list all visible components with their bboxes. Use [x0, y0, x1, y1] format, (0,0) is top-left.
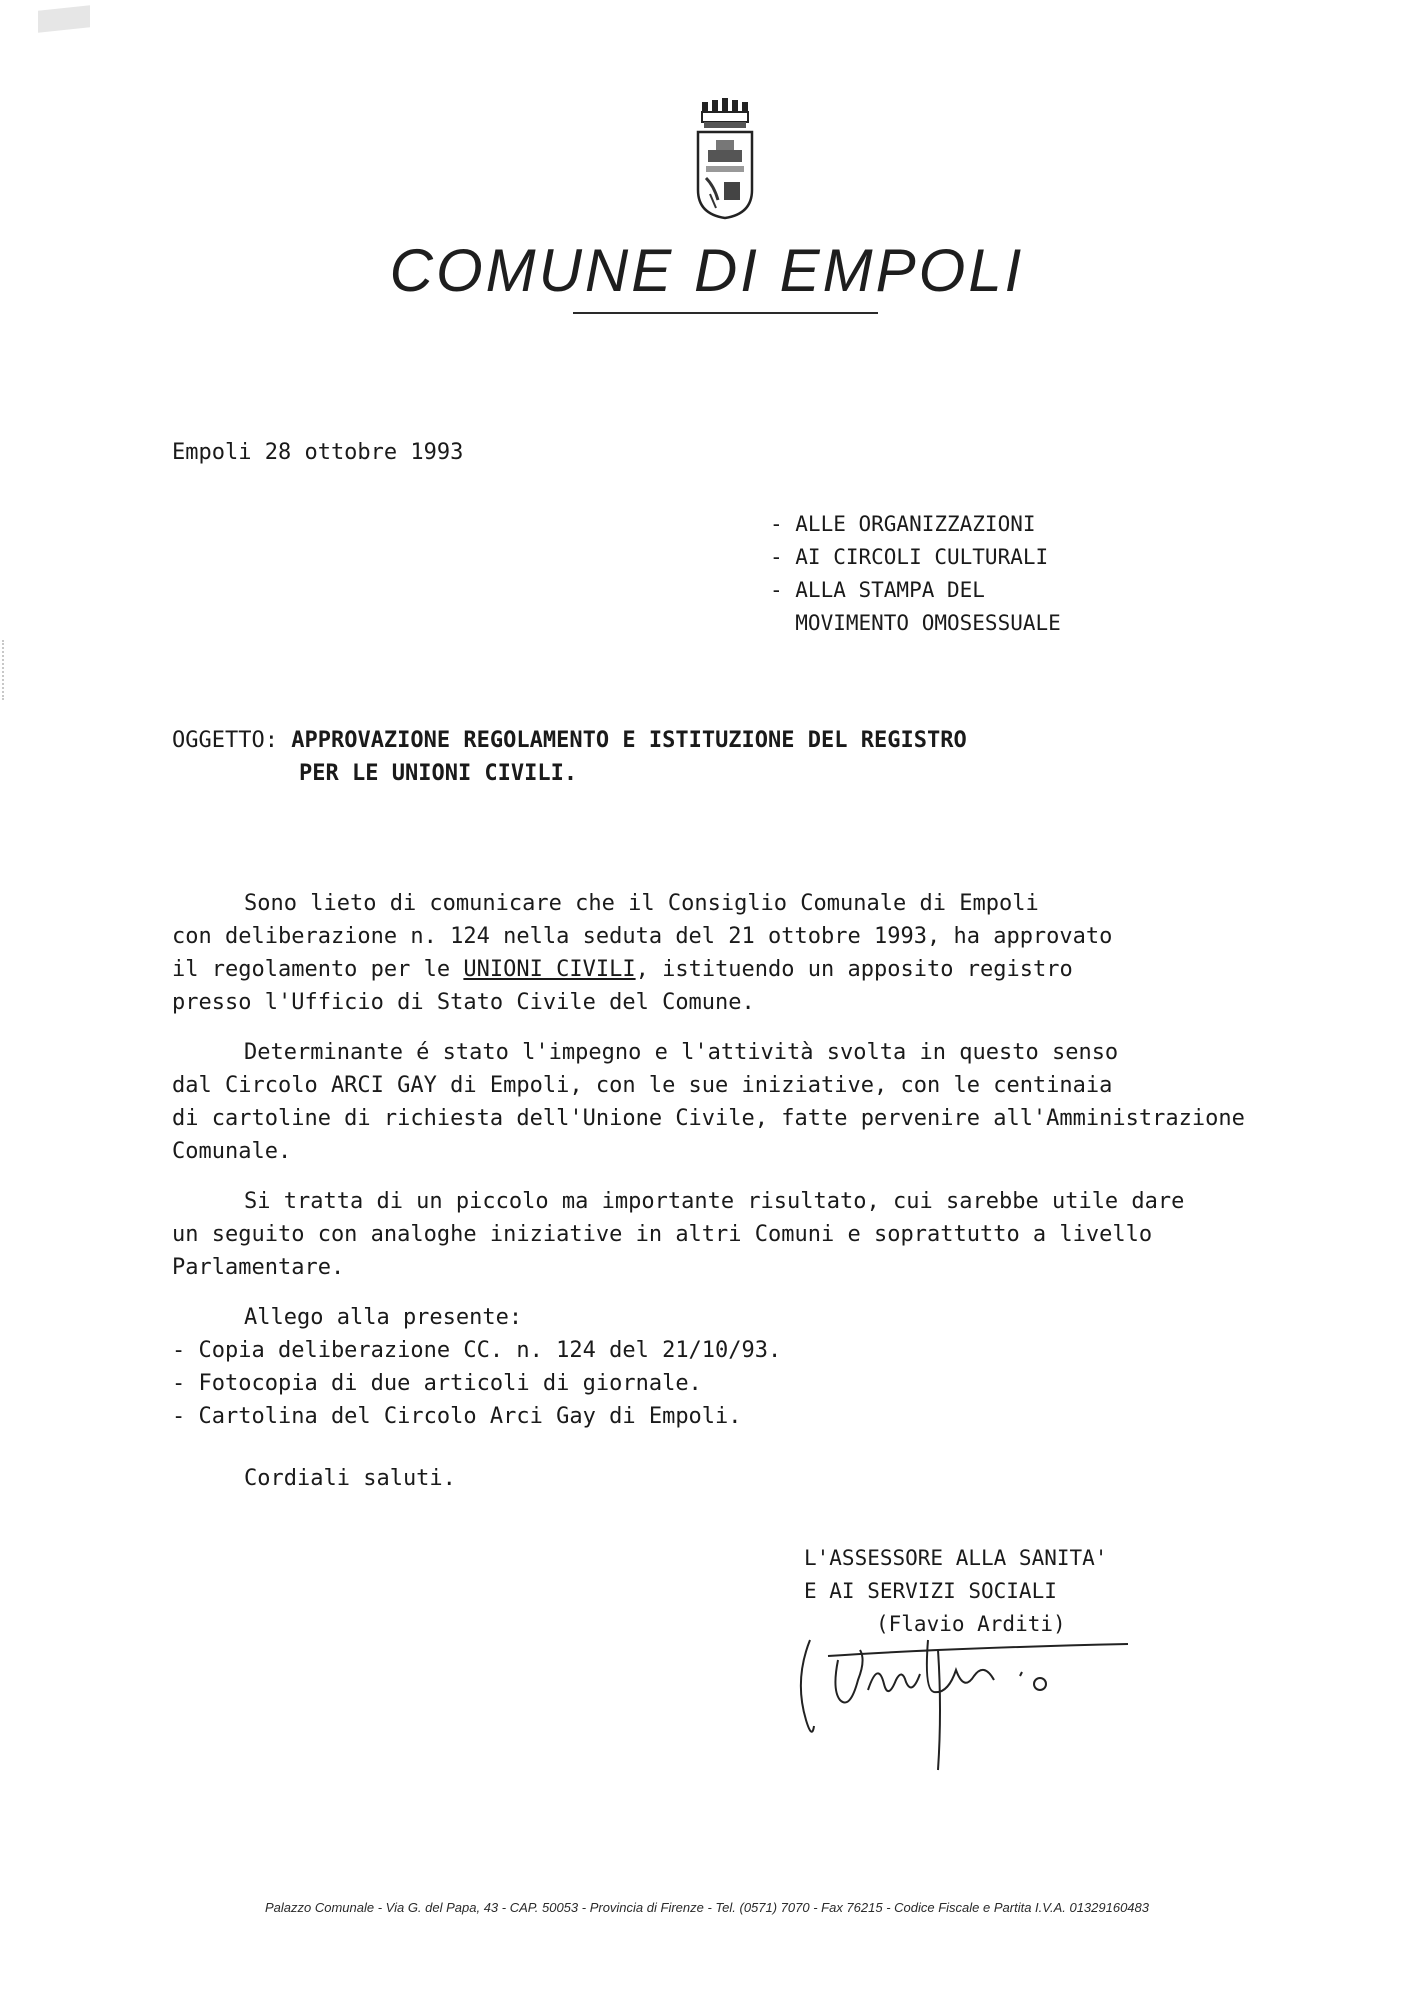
- body-line: Comunale.: [172, 1139, 292, 1164]
- coat-of-arms-icon: [694, 98, 756, 220]
- subject-label: OGGETTO:: [172, 728, 278, 753]
- body-line: presso l'Ufficio di Stato Civile del Comune.: [172, 990, 755, 1015]
- underlined-term: UNIONI CIVILI: [463, 957, 636, 982]
- recipient-item: - AI CIRCOLI CULTURALI: [770, 545, 1049, 569]
- footer-address: Palazzo Comunale - Via G. del Papa, 43 - CAP. 50053 - Provincia di Firenze - Tel. (0571) 7070 - Fax 76215 - Codice Fiscale e Partita I.V.A. 01329160483: [264, 1900, 1149, 1915]
- signatory-title: E AI SERVIZI SOCIALI: [804, 1579, 1057, 1603]
- letter-date: Empoli 28 ottobre 1993: [172, 440, 464, 465]
- paragraph-1: [172, 887, 1352, 1019]
- recipient-item: MOVIMENTO OMOSESSUALE: [770, 611, 1061, 635]
- body-text: il regolamento per le: [172, 957, 464, 982]
- paragraph-2: [172, 1036, 1352, 1168]
- attachment-item: - Fotocopia di due articoli di giornale.: [172, 1371, 702, 1396]
- body-text: , istituendo un apposito registro: [635, 957, 1073, 982]
- body-line: Si tratta di un piccolo ma importante risultato, cui sarebbe utile dare: [244, 1189, 1185, 1214]
- attachments-block: [172, 1301, 1352, 1433]
- body-line: Parlamentare.: [172, 1255, 345, 1280]
- scan-edge-dots: [2, 640, 12, 700]
- body-line: Sono lieto di comunicare che il Consiglio Comunale di Empoli: [244, 891, 1039, 916]
- letter-body: [172, 887, 1352, 1450]
- subject-text-line1: APPROVAZIONE REGOLAMENTO E ISTITUZIONE DEL REGISTRO: [291, 728, 967, 753]
- signatory-title: L'ASSESSORE ALLA SANITA': [804, 1546, 1108, 1570]
- subject-block: [172, 724, 967, 790]
- title-underline: [573, 312, 878, 314]
- body-line: di cartoline di richiesta dell'Unione Civile, fatte pervenire all'Amministrazione: [172, 1106, 1245, 1131]
- attachment-item: - Copia deliberazione CC. n. 124 del 21/10/93.: [172, 1338, 782, 1363]
- recipient-item: - ALLA STAMPA DEL: [770, 578, 985, 602]
- body-line: con deliberazione n. 124 nella seduta del 21 ottobre 1993, ha approvato: [172, 924, 1113, 949]
- handwritten-signature: [788, 1620, 1138, 1780]
- closing-salutation: Cordiali saluti.: [244, 1466, 456, 1491]
- recipients-list: [770, 508, 1061, 640]
- scan-corner-mark: [38, 5, 90, 32]
- recipient-item: - ALLE ORGANIZZAZIONI: [770, 512, 1036, 536]
- signatory-name: (Flavio Arditi): [876, 1612, 1066, 1636]
- page-title: COMUNE DI EMPOLI: [389, 237, 1025, 304]
- paragraph-3: [172, 1185, 1352, 1284]
- subject-text-line2: PER LE UNIONI CIVILI.: [299, 761, 578, 786]
- body-line: [172, 953, 1352, 986]
- body-line: Determinante é stato l'impegno e l'attività svolta in questo senso: [244, 1040, 1119, 1065]
- attachment-item: - Cartolina del Circolo Arci Gay di Empoli.: [172, 1404, 742, 1429]
- body-line: dal Circolo ARCI GAY di Empoli, con le sue iniziative, con le centinaia: [172, 1073, 1113, 1098]
- body-line: un seguito con analoghe iniziative in altri Comuni e soprattutto a livello: [172, 1222, 1153, 1247]
- attachments-intro: Allego alla presente:: [244, 1305, 523, 1330]
